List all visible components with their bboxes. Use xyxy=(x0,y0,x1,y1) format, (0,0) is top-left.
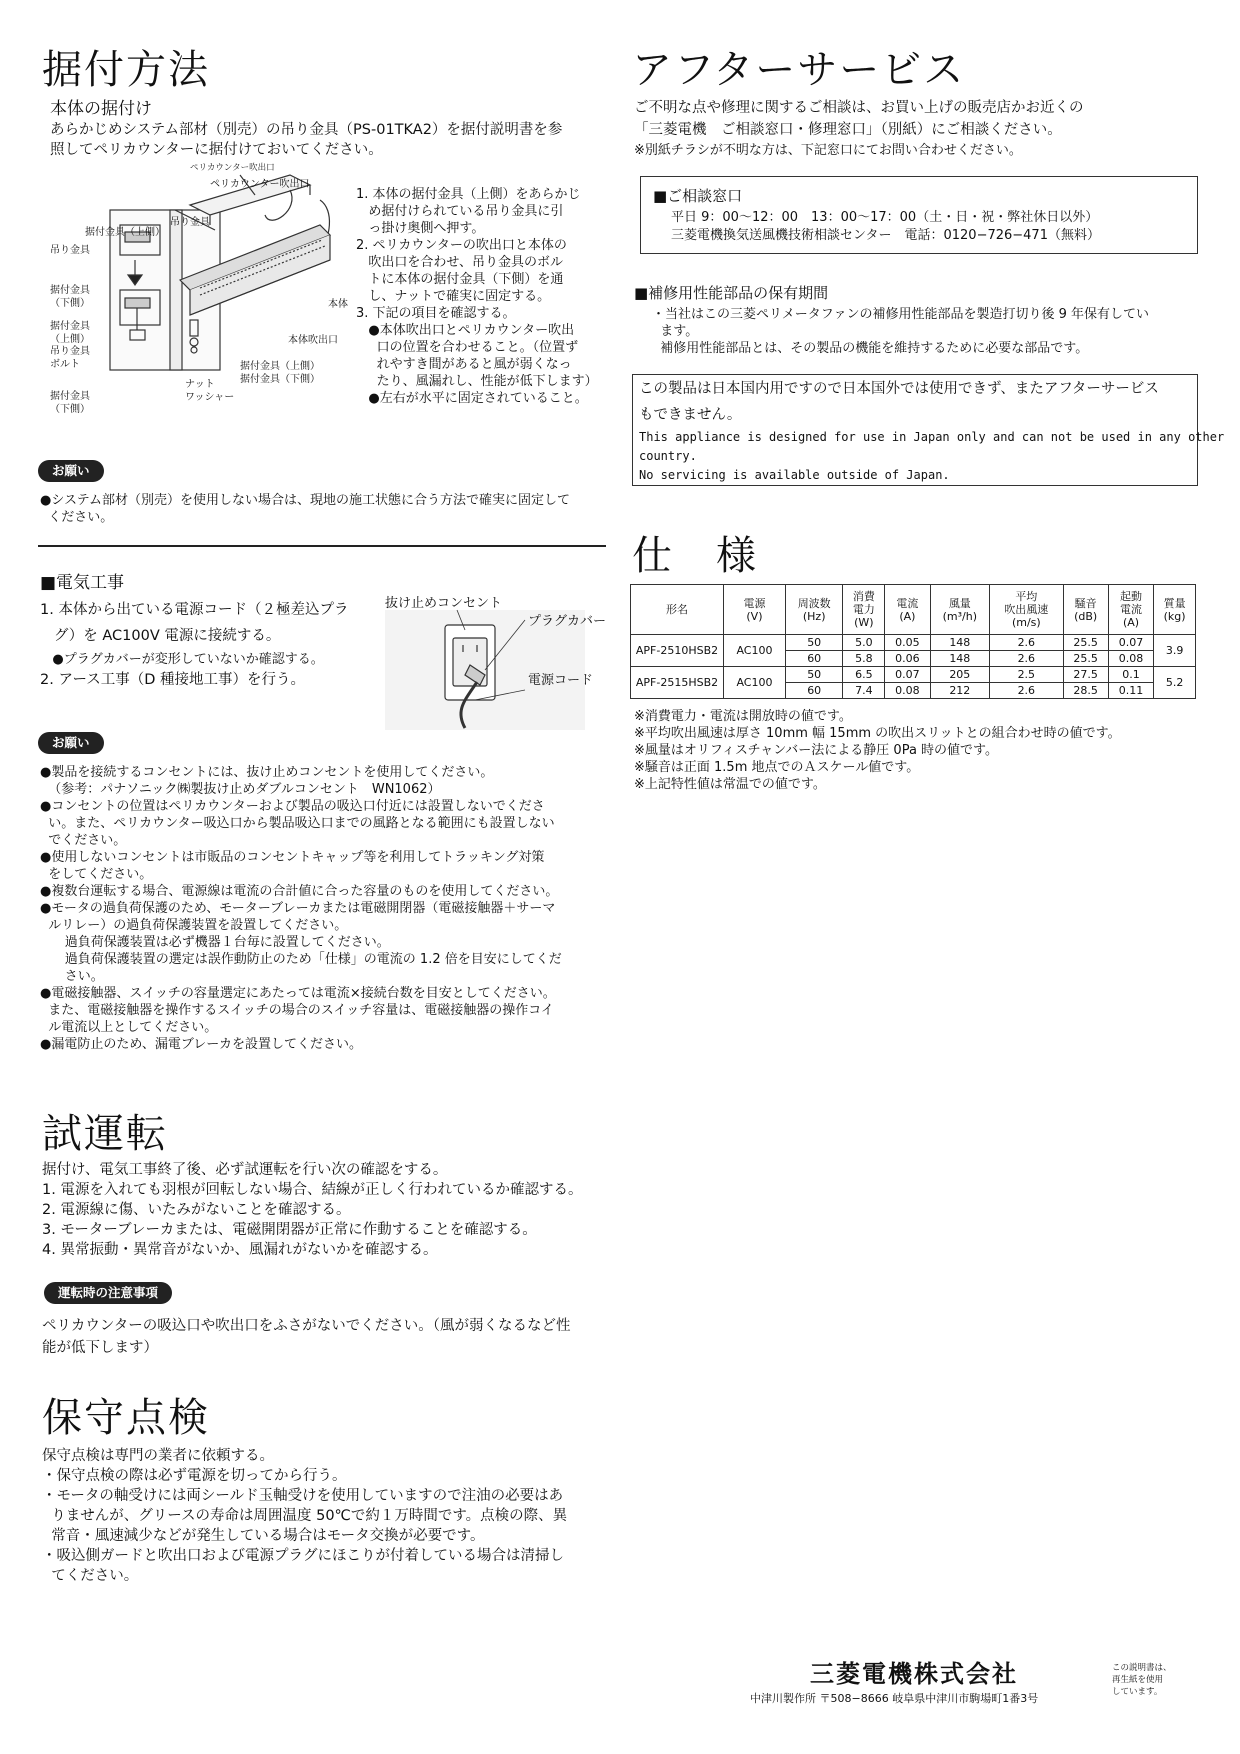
install-steps xyxy=(356,186,598,407)
divider xyxy=(38,545,606,547)
cell-hz: 60 xyxy=(785,683,843,699)
install-step-line: たり、風漏れし、性能が低下します） xyxy=(356,374,598,389)
electrical-note: 過負荷保護装置は必ず機器１台毎に設置してください。 xyxy=(40,935,390,950)
cell-flow: 148 xyxy=(930,635,990,651)
electrical-note: でください。 xyxy=(40,833,127,848)
maintenance-line: りませんが、グリースの寿命は周囲温度 50℃で約１万時間です。点検の際、異 xyxy=(42,1508,568,1524)
install-step-line: 吹出口を合わせ、吊り金具のボル xyxy=(356,255,564,270)
spec-header: 質量 (kg) xyxy=(1154,585,1196,635)
cell-noise: 28.5 xyxy=(1063,683,1108,699)
parts-title: ■補修用性能部品の保有期間 xyxy=(634,284,829,302)
electrical-note: 過負荷保護装置の選定は誤作動防止のため「仕様」の電流の 1.2 倍を目安にしてくだ xyxy=(40,952,562,967)
spec-heading: 仕 様 xyxy=(632,533,758,579)
install-step-line: 1. 本体の据付金具（上側）をあらかじ xyxy=(356,187,581,202)
maintenance-lines xyxy=(42,1446,567,1586)
trial-line: 4. 異常振動・異常音がないか、風漏れがないかを確認する。 xyxy=(42,1242,438,1258)
install-step-line: 口の位置を合わせること。（位置ず xyxy=(356,340,579,355)
japan-only-box xyxy=(632,374,1225,486)
company-name: 三菱電機株式会社 xyxy=(810,1660,1018,1688)
label-hanger-left: 吊り金具 xyxy=(50,245,90,256)
contact-title: ■ご相談窓口 xyxy=(653,187,743,205)
label-hanger-top: 吊り金具 xyxy=(170,217,210,228)
cell-flow: 148 xyxy=(930,651,990,667)
electrical-request-badge: お願い xyxy=(38,732,104,754)
cell-start: 0.1 xyxy=(1108,667,1153,683)
trial-heading: 試運転 xyxy=(42,1111,168,1157)
electrical-note: ●モータの過負荷保護のため、モーターブレーカまたは電磁開閉器（電磁接触器＋サーマ xyxy=(40,901,556,916)
cell-hz: 50 xyxy=(785,635,843,651)
cell-noise: 25.5 xyxy=(1063,651,1108,667)
electrical-note: ●複数台運転する場合、電源線は電流の合計値に合った容量のものを使用してください。 xyxy=(40,884,559,899)
cell-speed: 2.6 xyxy=(990,635,1063,651)
cell-flow: 205 xyxy=(930,667,990,683)
trial-caution-1: ペリカウンターの吸込口や吹出口をふさがないでください。（風が弱くなるなど性 xyxy=(42,1318,571,1334)
cell-flow: 212 xyxy=(930,683,990,699)
electrical-note: をしてください。 xyxy=(40,867,153,882)
install-subheading: 本体の据付け xyxy=(50,99,152,119)
spec-header: 風量 (m³/h) xyxy=(930,585,990,635)
label-bracket-upper-left: 据付金具 （上側） xyxy=(50,321,90,345)
spec-note: ※騒音は正面 1.5m 地点でのＡスケール値です。 xyxy=(634,760,920,775)
cell-start: 0.08 xyxy=(1108,651,1153,667)
cell-start: 0.11 xyxy=(1108,683,1153,699)
install-intro-2: 照してペリカウンターに据付けておいてください。 xyxy=(50,142,383,158)
model-power: AC100 xyxy=(724,667,786,699)
trial-line: 据付け、電気工事終了後、必ず試運転を行い次の確認をする。 xyxy=(42,1162,448,1178)
spec-header: 騒音 (dB) xyxy=(1063,585,1108,635)
contact-phone: 三菱電機換気送風機技術相談センター 電話：0120−726−471（無料） xyxy=(671,228,1100,243)
japan-line-1: この製品は日本国内用ですので日本国外では使用できず、またアフターサービス xyxy=(639,381,1159,397)
install-step-line: ●本体吹出口とペリカウンター吹出 xyxy=(356,323,575,338)
spec-note: ※平均吹出風速は厚さ 10mm 幅 15mm の吹出スリットとの組合わせ時の値です。 xyxy=(634,726,1121,741)
label-pericounter-outlet: ペリカウンター吹出口 xyxy=(190,163,275,173)
label-nut-washer: ナット ワッシャー xyxy=(185,379,235,403)
electrical-step-1: 1. 本体から出ている電源コード（２極差込プラ xyxy=(40,602,349,618)
spec-header: 起動 電流 (A) xyxy=(1108,585,1153,635)
cell-a: 0.05 xyxy=(885,635,930,651)
electrical-heading: ■電気工事 xyxy=(40,573,125,593)
maintenance-line: ・モータの軸受けには両シールド玉軸受けを使用していますので注油の必要はあ xyxy=(42,1488,564,1504)
label-cord: 電源コード xyxy=(528,673,594,688)
model-name: APF-2510HSB2 xyxy=(631,635,724,667)
label-body: 本体 xyxy=(328,299,348,310)
cell-noise: 25.5 xyxy=(1063,635,1108,651)
install-step-line: め据付けられている吊り金具に引 xyxy=(356,204,564,219)
cell-hz: 50 xyxy=(785,667,843,683)
spec-header: 平均 吹出風速 (m/s) xyxy=(990,585,1063,635)
spec-header: 消費 電力 (W) xyxy=(843,585,885,635)
spec-note: ※風量はオリフィスチャンバー法による静圧 0Pa 時の値です。 xyxy=(634,743,999,758)
trial-caution-2: 能が低下します） xyxy=(42,1340,158,1356)
install-step-line: 3. 下記の項目を確認する。 xyxy=(356,306,516,321)
company-address: 中津川製作所 〒508−8666 岐阜県中津川市駒場町1番3号 xyxy=(750,1692,1039,1705)
electrical-note: ルリレー）の過負荷保護装置を設置してください。 xyxy=(40,918,348,933)
cell-speed: 2.6 xyxy=(990,651,1063,667)
electrical-note: ●製品を接続するコンセントには、抜け止めコンセントを使用してください。 xyxy=(40,765,494,780)
contact-box xyxy=(640,176,1198,254)
electrical-step-2: 2. アース工事（D 種接地工事）を行う。 xyxy=(40,672,306,688)
install-request-2: ください。 xyxy=(40,510,114,525)
maintenance-line: ・保守点検の際は必ず電源を切ってから行う。 xyxy=(42,1468,347,1484)
parts-line-2: ます。 xyxy=(652,324,699,339)
parts-line-3: 補修用性能部品とは、その製品の機能を維持するために必要な部品です。 xyxy=(652,341,1089,356)
install-intro-1: あらかじめシステム部材（別売）の吊り金具（PS-01TKA2）を据付説明書を参 xyxy=(50,122,563,138)
electrical-note: ル電流以上としてください。 xyxy=(40,1020,218,1035)
maintenance-line: 常音・風速減少などが発生している場合はモータ交換が必要です。 xyxy=(42,1528,485,1544)
english-line-2: country. xyxy=(639,449,697,463)
spec-table xyxy=(630,584,1196,699)
model-mass: 5.2 xyxy=(1154,667,1196,699)
electrical-note: ●電磁接触器、スイッチの容量選定にあたっては電流×接続台数を目安としてください。 xyxy=(40,986,556,1001)
after-heading: アフターサービス xyxy=(632,47,966,93)
cell-w: 6.5 xyxy=(843,667,885,683)
install-step-line: 2. ペリカウンターの吹出口と本体の xyxy=(356,238,567,253)
electrical-note: ●漏電防止のため、漏電ブレーカを設置してください。 xyxy=(40,1037,363,1052)
spec-note: ※消費電力・電流は開放時の値です。 xyxy=(634,709,852,724)
contact-hours: 平日 9：00〜12：00 13：00〜17：00（土・日・祝・弊社休日以外） xyxy=(671,210,1099,225)
cell-w: 5.0 xyxy=(843,635,885,651)
install-step-line: ●左右が水平に固定されていること。 xyxy=(356,391,588,406)
label-bracket-lower-left2: 据付金具 （下側） xyxy=(50,391,90,415)
table-row xyxy=(631,667,1196,683)
trial-line: 2. 電源線に傷、いたみがないことを確認する。 xyxy=(42,1202,351,1218)
cell-w: 5.8 xyxy=(843,651,885,667)
model-power: AC100 xyxy=(724,635,786,667)
install-step-line: っ掛け奥側へ押す。 xyxy=(356,221,485,236)
spec-header: 電流 (A) xyxy=(885,585,930,635)
cell-w: 7.4 xyxy=(843,683,885,699)
electrical-note: い。また、ペリカウンター吸込口から製品吸込口までの風路となる範囲にも設置しない xyxy=(40,816,555,831)
label-bracket-lower-left: 据付金具 （下側） xyxy=(50,285,90,309)
cell-hz: 60 xyxy=(785,651,843,667)
install-request-1: ●システム部材（別売）を使用しない場合は、現地の施工状態に合う方法で確実に固定して xyxy=(40,493,571,508)
spec-header: 形名 xyxy=(631,585,724,635)
install-heading: 据付方法 xyxy=(42,47,210,93)
electrical-note: ●コンセントの位置はペリカウンターおよび製品の吸込口付近には設置しないでくださ xyxy=(40,799,545,814)
model-name: APF-2515HSB2 xyxy=(631,667,724,699)
cell-a: 0.07 xyxy=(885,667,930,683)
cell-a: 0.06 xyxy=(885,651,930,667)
install-step-line: れやすき間があると風が弱くなっ xyxy=(356,357,572,372)
install-step-line: し、ナットで確実に固定する。 xyxy=(356,289,551,304)
label-outlet: 抜け止めコンセント xyxy=(385,596,503,611)
label-pericounter-outlet: ペリカウンター吹出口 xyxy=(210,179,310,190)
trial-line: 1. 電源を入れても羽根が回転しない場合、結線が正しく行われているか確認する。 xyxy=(42,1182,583,1198)
english-line-1: This appliance is designed for use in Japan only and can not be used in any other xyxy=(639,430,1225,444)
cell-speed: 2.6 xyxy=(990,683,1063,699)
label-hanger-bolt: 吊り金具 ボルト xyxy=(50,346,90,370)
after-note: ※別紙チラシが不明な方は、下記窓口にてお問い合わせください。 xyxy=(634,143,1022,158)
electrical-note: （参考：パナソニック㈱製抜け止めダブルコンセント WN1062） xyxy=(40,782,441,797)
japan-line-2: もできません。 xyxy=(639,407,742,423)
cell-start: 0.07 xyxy=(1108,635,1153,651)
label-plug-cover: プラグカバー xyxy=(528,614,607,629)
electrical-step-1b: グ）を AC100V 電源に接続する。 xyxy=(40,628,281,644)
after-line-1: ご不明な点や修理に関するご相談は、お買い上げの販売店かお近くの xyxy=(634,100,1084,116)
label-bracket-upper-r: 据付金具（上側） xyxy=(240,361,320,372)
spec-notes xyxy=(634,708,1121,793)
table-row xyxy=(631,635,1196,651)
spec-header: 電源 (V) xyxy=(724,585,786,635)
cell-noise: 27.5 xyxy=(1063,667,1108,683)
install-step-line: トに本体の据付金具（下側）を通 xyxy=(356,272,564,287)
electrical-note: ●使用しないコンセントは市販品のコンセントキャップ等を利用してトラッキング対策 xyxy=(40,850,545,865)
cell-a: 0.08 xyxy=(885,683,930,699)
recycle-note: この説明書は、 再生紙を使用 しています。 xyxy=(1112,1663,1172,1697)
maintenance-heading: 保守点検 xyxy=(42,1395,210,1441)
after-line-2: 「三菱電機 ご相談窓口・修理窓口」（別紙）にご相談ください。 xyxy=(634,122,1062,138)
label-bracket-lower-r: 据付金具（下側） xyxy=(240,374,320,385)
model-mass: 3.9 xyxy=(1154,635,1196,667)
cell-speed: 2.5 xyxy=(990,667,1063,683)
electrical-note: さい。 xyxy=(40,969,104,984)
electrical-step-1c: ●プラグカバーが変形していないか確認する。 xyxy=(40,652,324,667)
english-line-3: No servicing is available outside of Japan. xyxy=(639,468,950,482)
trial-line: 3. モーターブレーカまたは、電磁開閉器が正常に作動することを確認する。 xyxy=(42,1222,537,1238)
electrical-note: また、電磁接触器を操作するスイッチの場合のスイッチ容量は、電磁接触器の操作コイ xyxy=(40,1003,554,1018)
install-request-badge: お願い xyxy=(38,460,104,482)
maintenance-line: 保守点検は専門の業者に依頼する。 xyxy=(42,1448,274,1464)
label-bracket-upper: 据付金具（上側） xyxy=(85,227,165,238)
maintenance-line: ・吸込側ガードと吹出口および電源プラグにほこりが付着している場合は清掃し xyxy=(42,1548,564,1564)
spec-note: ※上記特性値は常温での値です。 xyxy=(634,777,826,792)
label-body-outlet: 本体吹出口 xyxy=(288,335,338,346)
spec-header: 周波数 (Hz) xyxy=(785,585,843,635)
electrical-notes xyxy=(40,764,562,1053)
trial-lines xyxy=(42,1160,582,1260)
trial-caution-badge: 運転時の注意事項 xyxy=(44,1282,172,1304)
maintenance-line: てください。 xyxy=(42,1568,139,1584)
spec-header-row xyxy=(631,585,1196,635)
parts-line-1: ・当社はこの三菱ペリメータファンの補修用性能部品を製造打切り後 9 年保有してい xyxy=(652,307,1150,322)
